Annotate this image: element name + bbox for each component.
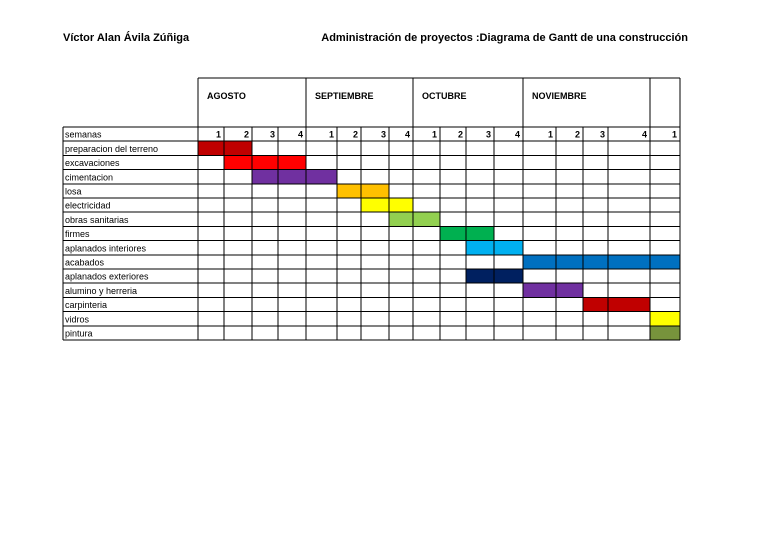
task-label: cimentacion xyxy=(65,172,114,183)
task-label: aplanados exteriores xyxy=(65,271,149,282)
task-label: aplanados interiores xyxy=(65,243,147,254)
week-label: 1 xyxy=(547,129,553,140)
gantt-bar xyxy=(389,212,440,226)
gantt-bar xyxy=(198,141,252,155)
week-label: 4 xyxy=(404,129,410,140)
month-label: NOVIEMBRE xyxy=(532,91,587,101)
gantt-bar xyxy=(224,155,306,169)
gantt-bar xyxy=(650,312,680,326)
gantt-bar xyxy=(583,297,650,311)
week-label: 1 xyxy=(328,129,334,140)
week-label: 3 xyxy=(599,129,605,140)
task-label: acabados xyxy=(65,257,105,268)
month-label: SEPTIEMBRE xyxy=(315,91,374,101)
week-label: 2 xyxy=(457,129,463,140)
week-label: 4 xyxy=(297,129,303,140)
task-label: preparacion del terreno xyxy=(65,143,159,154)
author-name: Víctor Alan Ávila Zúñiga xyxy=(63,32,190,44)
week-label: 4 xyxy=(641,129,647,140)
gantt-bar xyxy=(440,226,494,240)
week-label: 2 xyxy=(352,129,358,140)
gantt-bar xyxy=(361,198,413,212)
week-label: 1 xyxy=(215,129,221,140)
week-label: 3 xyxy=(380,129,386,140)
week-label: 4 xyxy=(514,129,520,140)
task-label: vidros xyxy=(65,314,90,325)
week-label: 2 xyxy=(243,129,249,140)
task-label: alumino y herreria xyxy=(65,285,138,296)
task-label: pintura xyxy=(65,328,93,339)
gantt-bar xyxy=(252,170,337,184)
month-label: OCTUBRE xyxy=(422,91,467,101)
week-label: 3 xyxy=(485,129,491,140)
gantt-bar xyxy=(523,255,680,269)
row-header-label: semanas xyxy=(65,129,102,140)
task-label: excavaciones xyxy=(65,158,120,169)
task-label: obras sanitarias xyxy=(65,214,129,225)
task-label: electricidad xyxy=(65,200,111,211)
month-label: AGOSTO xyxy=(207,91,246,101)
week-label: 3 xyxy=(269,129,275,140)
gantt-bar xyxy=(650,326,680,340)
week-label: 1 xyxy=(671,129,677,140)
document-title: Administración de proyectos :Diagrama de Gantt de una construcción xyxy=(321,32,688,44)
week-label: 1 xyxy=(431,129,437,140)
gantt-bar xyxy=(337,184,389,198)
week-label: 2 xyxy=(574,129,580,140)
task-label: losa xyxy=(65,186,82,197)
gantt-bar xyxy=(523,283,583,297)
task-label: firmes xyxy=(65,229,90,240)
task-label: carpinteria xyxy=(65,300,108,311)
